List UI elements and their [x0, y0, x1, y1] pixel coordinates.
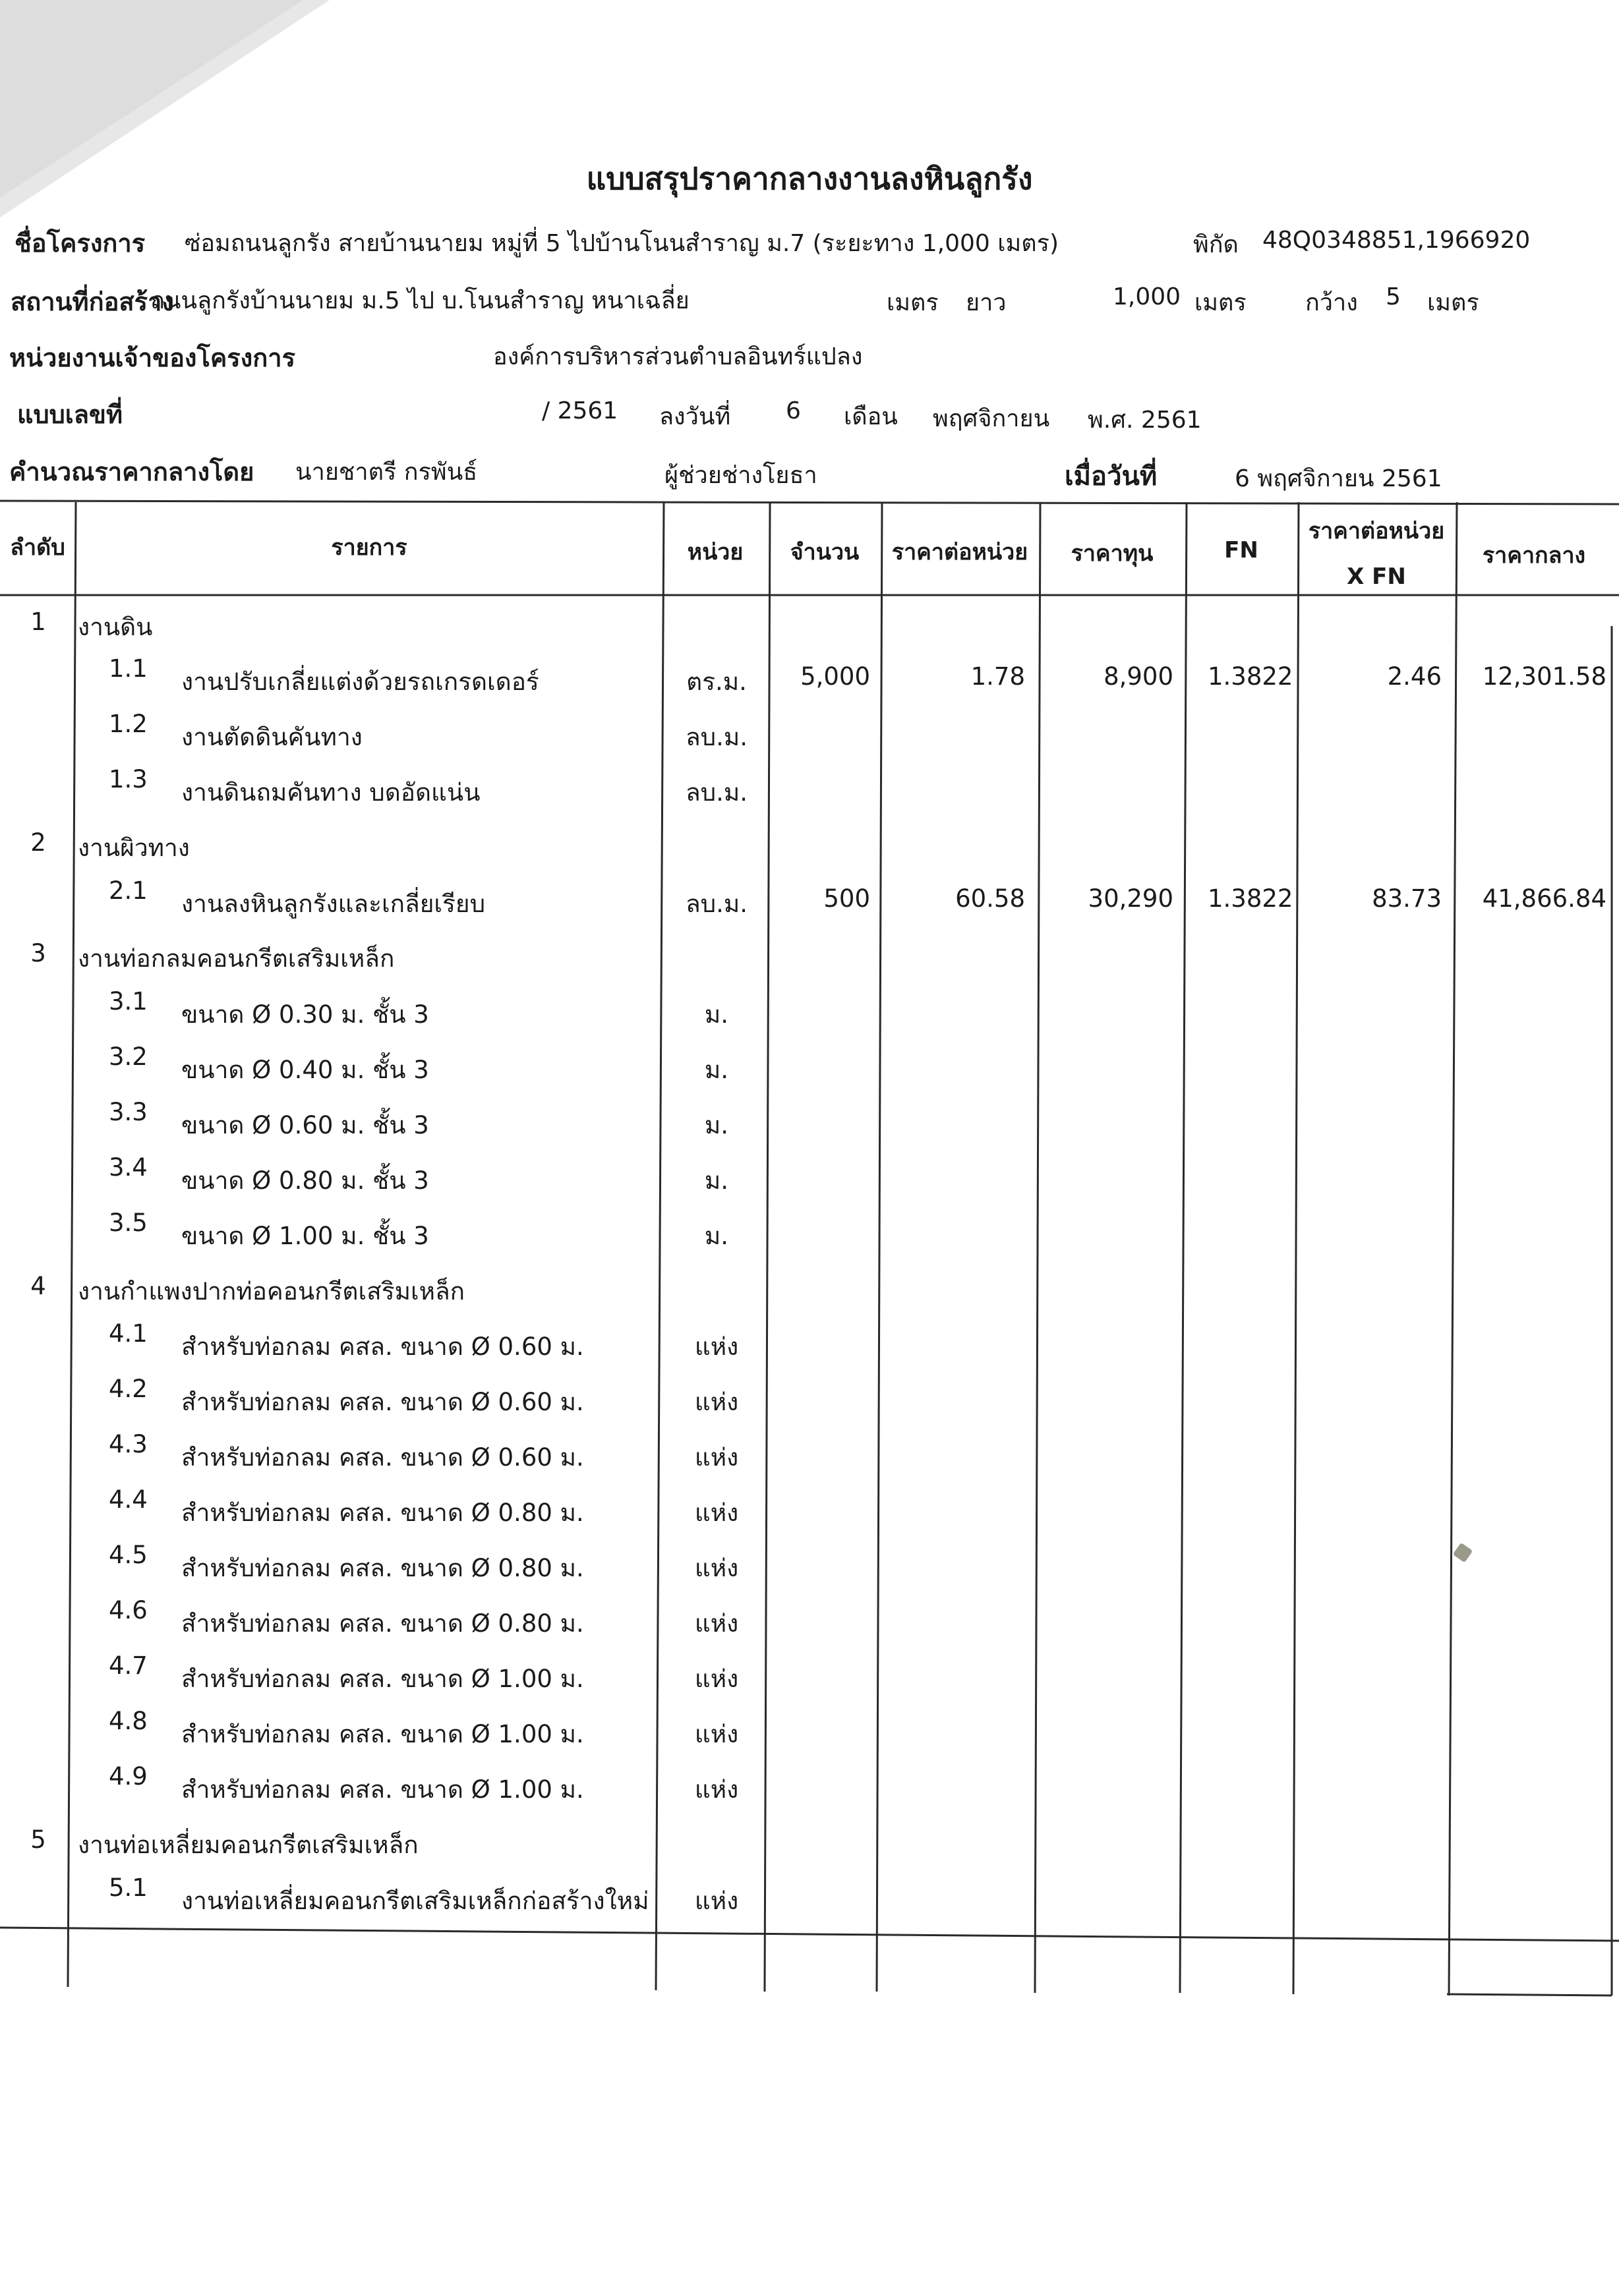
owner-label: หน่วยงานเจ้าของโครงการ	[9, 343, 295, 372]
calc-role: ผู้ช่วยช่างโยธา	[664, 462, 817, 489]
calc-label: คำนวณราคากลางโดย	[9, 457, 254, 486]
col-cost: ราคาทุน	[1071, 540, 1154, 567]
cell-unit: ม.	[704, 1166, 729, 1195]
width-unit: เมตร	[1427, 289, 1479, 316]
width-label: กว้าง	[1305, 289, 1358, 316]
cell-sub: 3.2	[109, 1043, 148, 1071]
form-no-value: / 2561	[542, 397, 618, 424]
cell-ufn: 2.46	[1387, 662, 1442, 691]
cell-sub: 3.3	[109, 1098, 148, 1126]
cell-qty: 5,000	[800, 662, 870, 691]
cell-unit: ม.	[704, 1056, 729, 1084]
item-description: งานดินถมคันทาง บดอัดแน่น	[181, 778, 481, 807]
cell-unit: แห่ง	[694, 1609, 739, 1638]
cell-unit: แห่ง	[694, 1775, 739, 1804]
item-description: สำหรับท่อกลม คสล. ขนาด Ø 1.00 ม.	[181, 1775, 584, 1804]
item-description: งานลงหินลูกรังและเกลี่ยเรียบ	[181, 890, 486, 918]
page-title: แบบสรุปราคากลางงานลงหินลูกรัง	[586, 161, 1033, 196]
cell-unit: ม.	[704, 1000, 729, 1029]
cell-unit: ม.	[704, 1222, 729, 1250]
col-median: ราคากลาง	[1482, 542, 1586, 569]
item-description: งานตัดดินคันทาง	[181, 723, 363, 751]
item-description: ขนาด Ø 0.30 ม. ชั้น 3	[181, 1000, 429, 1029]
cell-unit: แห่ง	[694, 1388, 739, 1416]
cell-sub: 4.1	[109, 1319, 148, 1348]
cell-sub: 4.6	[109, 1596, 148, 1624]
cell-sub: 4.8	[109, 1707, 148, 1735]
item-description: สำหรับท่อกลม คสล. ขนาด Ø 0.80 ม.	[181, 1499, 584, 1527]
cell-sub: 4.7	[109, 1651, 148, 1680]
section-heading: งานผิวทาง	[78, 834, 190, 862]
dated-label: ลงวันที่	[659, 403, 731, 430]
item-description: งานปรับเกลี่ยแต่งด้วยรถเกรดเดอร์	[181, 668, 539, 696]
month-label: เดือน	[844, 403, 898, 430]
item-description: สำหรับท่อกลม คสล. ขนาด Ø 0.60 ม.	[181, 1388, 584, 1416]
col-fn: FN	[1224, 537, 1258, 563]
col-item: รายการ	[331, 534, 407, 561]
cell-sub: 4.2	[109, 1375, 148, 1403]
location-label: สถานที่ก่อสร้าง	[11, 287, 174, 316]
item-description: สำหรับท่อกลม คสล. ขนาด Ø 0.60 ม.	[181, 1443, 584, 1472]
cell-unit: แห่ง	[694, 1554, 739, 1582]
cell-unit: แห่ง	[694, 1720, 739, 1748]
cell-cost: 30,290	[1088, 884, 1173, 913]
calc-by: นายชาตรี กรพันธ์	[295, 459, 478, 486]
col-unit-price: ราคาต่อหน่วย	[891, 539, 1028, 565]
coords-value: 48Q0348851,1966920	[1262, 227, 1531, 254]
cell-unit: แห่ง	[694, 1443, 739, 1472]
cell-sub: 4.5	[109, 1541, 148, 1569]
cell-unit: ลบ.ม.	[685, 723, 748, 751]
width-value: 5	[1386, 283, 1401, 310]
cell-unit: แห่ง	[694, 1499, 739, 1527]
project-name: ซ่อมถนนลูกรัง สายบ้านนายม หมู่ที่ 5 ไปบ้านโนนสำราญ ม.7 (ระยะทาง 1,000 เมตร)	[185, 230, 1059, 257]
owner-value: องค์การบริหารส่วนตำบลอินทร์แปลง	[493, 343, 863, 370]
item-description: สำหรับท่อกลม คสล. ขนาด Ø 1.00 ม.	[181, 1720, 584, 1748]
cell-cost: 8,900	[1104, 662, 1173, 691]
cell-unit: แห่ง	[694, 1333, 739, 1361]
length-label: ยาว	[966, 289, 1007, 316]
cell-unit: ตร.ม.	[686, 668, 747, 696]
form-no-label: แบบเลขที่	[17, 400, 123, 429]
when-label: เมื่อวันที่	[1065, 461, 1158, 492]
cell-no: 5	[30, 1825, 46, 1854]
cell-sub: 1.3	[109, 765, 148, 793]
item-description: ขนาด Ø 0.60 ม. ชั้น 3	[181, 1111, 429, 1139]
item-description: สำหรับท่อกลม คสล. ขนาด Ø 0.80 ม.	[181, 1609, 584, 1638]
cell-sub: 3.1	[109, 987, 148, 1016]
item-description: สำหรับท่อกลม คสล. ขนาด Ø 0.60 ม.	[181, 1333, 584, 1361]
cell-unit: ลบ.ม.	[685, 890, 748, 918]
cell-no: 2	[30, 828, 46, 857]
cell-median: 12,301.58	[1482, 662, 1606, 691]
month-value: พฤศจิกายน	[933, 405, 1050, 432]
cell-sub: 2.1	[109, 876, 148, 905]
cell-no: 4	[30, 1272, 46, 1300]
location-value: ถนนลูกรังบ้านนายม ม.5 ไป บ.โนนสำราญ หนาเฉลี่ย	[150, 287, 690, 314]
cell-median: 41,866.84	[1482, 884, 1606, 913]
day-value: 6	[786, 397, 801, 424]
project-label: ชื่อโครงการ	[15, 229, 146, 258]
col-qty: จำนวน	[790, 539, 860, 565]
length-value: 1,000	[1113, 283, 1181, 310]
cell-unit: แห่ง	[694, 1665, 739, 1693]
col-unit-fn: ราคาต่อหน่วย	[1308, 518, 1445, 544]
cell-sub: 1.1	[109, 654, 148, 683]
col-unit: หน่วย	[687, 539, 744, 565]
cell-sub: 4.3	[109, 1430, 148, 1458]
section-heading: งานท่อเหลี่ยมคอนกรีตเสริมเหล็ก	[78, 1831, 419, 1859]
cell-sub: 3.5	[109, 1209, 148, 1237]
cell-sub: 1.2	[109, 710, 148, 738]
cell-sub: 3.4	[109, 1153, 148, 1182]
year-value: พ.ศ. 2561	[1088, 407, 1202, 434]
cell-unit: ม.	[704, 1111, 729, 1139]
cell-ufn: 83.73	[1372, 884, 1442, 913]
cell-qty: 500	[823, 884, 870, 913]
item-description: ขนาด Ø 1.00 ม. ชั้น 3	[181, 1222, 429, 1250]
cell-fn: 1.3822	[1208, 662, 1293, 691]
section-heading: งานท่อกลมคอนกรีตเสริมเหล็ก	[78, 944, 395, 973]
section-heading: งานดิน	[78, 613, 153, 641]
item-description: งานท่อเหลี่ยมคอนกรีตเสริมเหล็กก่อสร้างใหม่	[181, 1887, 649, 1915]
when-date: 6 พฤศจิกายน 2561	[1235, 465, 1442, 492]
cell-no: 3	[30, 939, 46, 967]
item-description: ขนาด Ø 0.80 ม. ชั้น 3	[181, 1166, 429, 1195]
coords-label: พิกัด	[1193, 231, 1239, 258]
cell-unit: ลบ.ม.	[685, 778, 748, 807]
item-description: ขนาด Ø 0.40 ม. ชั้น 3	[181, 1056, 429, 1084]
thickness-unit: เมตร	[887, 289, 939, 316]
item-description: สำหรับท่อกลม คสล. ขนาด Ø 0.80 ม.	[181, 1554, 584, 1582]
col-no: ลำดับ	[10, 534, 65, 561]
cell-sub: 4.4	[109, 1485, 148, 1514]
section-heading: งานกำแพงปากท่อคอนกรีตเสริมเหล็ก	[78, 1277, 465, 1306]
item-description: สำหรับท่อกลม คสล. ขนาด Ø 1.00 ม.	[181, 1665, 584, 1693]
cell-sub: 5.1	[109, 1874, 148, 1902]
cell-price: 60.58	[955, 884, 1025, 913]
cell-price: 1.78	[970, 662, 1025, 691]
length-unit: เมตร	[1194, 289, 1247, 316]
cell-sub: 4.9	[109, 1762, 148, 1791]
cell-no: 1	[30, 608, 46, 636]
col-unit-fn-x: X FN	[1347, 563, 1406, 590]
cell-unit: แห่ง	[694, 1887, 739, 1915]
cell-fn: 1.3822	[1208, 884, 1293, 913]
